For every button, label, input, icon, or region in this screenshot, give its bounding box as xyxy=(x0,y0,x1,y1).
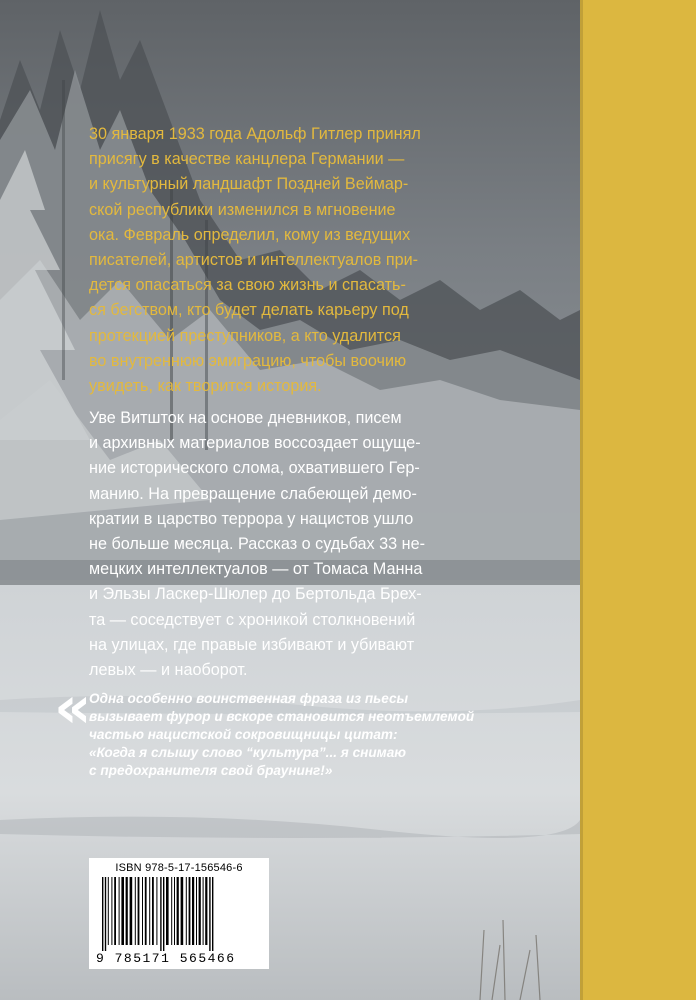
barcode-bar xyxy=(181,877,184,945)
quote-paragraph: Одна особенно воинственная фраза из пьесы вызывает фурор и вскоре становится неотъемлемой частью нацистской сокровищницы цитат: «Когда я слышу слово “культура”... я снимаю с предохранителя свой браунинг!» xyxy=(89,691,475,778)
barcode-bar xyxy=(156,877,157,945)
barcode-bar xyxy=(145,877,147,945)
barcode-bar xyxy=(166,877,169,945)
barcode-bar xyxy=(163,877,164,951)
barcode-bar xyxy=(135,877,136,945)
barcode-bar xyxy=(209,877,210,951)
barcode-bar xyxy=(119,877,120,945)
barcode-bar xyxy=(189,877,191,945)
barcode-bar xyxy=(105,877,106,951)
barcode-bar xyxy=(152,877,154,945)
barcode-bars xyxy=(96,877,262,951)
barcode-bar xyxy=(186,877,187,945)
barcode-bar xyxy=(111,877,112,945)
barcode-bar xyxy=(142,877,143,945)
barcode-bar xyxy=(121,877,124,945)
isbn-barcode xyxy=(89,858,269,969)
barcode-bar xyxy=(108,877,109,945)
barcode-bar xyxy=(205,877,207,945)
barcode-bar xyxy=(149,877,150,945)
barcode-bar xyxy=(177,877,179,945)
quote-mark-icon: « xyxy=(54,673,92,741)
summary-paragraph: Уве Витшток на основе дневников, писем и архивных материалов воссоздает ощуще- ние исторического слома, охватившего Гер- манию. На превращение слабеющей демо- кратии в царство террора у нацистов ушло не больше месяца. Рассказ о судьбах 33 не- мецких интеллектуалов — от Томаса Манна и Эльзы Ласкер-Шюлер до Бертольда Брех- та — соседствует с хроникой столкновений на улицах, где правые избивают и убивают левых — и наоборот. xyxy=(89,409,425,680)
isbn-label: ISBN 978-5-17-156546-6 xyxy=(115,862,243,874)
spine-shadow xyxy=(580,0,583,1000)
barcode-bar xyxy=(126,877,128,945)
barcode-bar xyxy=(138,877,140,945)
barcode-bar xyxy=(203,877,204,945)
barcode-bar xyxy=(160,877,161,951)
barcode-bar xyxy=(174,877,175,945)
barcode-bar xyxy=(102,877,103,951)
barcode-bar xyxy=(130,877,133,945)
barcode-digits: 9 785171 565466 xyxy=(96,951,236,966)
barcode-bar xyxy=(199,877,201,945)
barcode-bar xyxy=(114,877,116,945)
barcode-bar xyxy=(192,877,194,945)
barcode-bar xyxy=(171,877,172,945)
spine-strip xyxy=(580,0,696,1000)
intro-paragraph: 30 января 1933 года Адольф Гитлер принял присягу в качестве канцлера Германии — и культурный ландшафт Поздней Веймар- ской республики изменился в мгновение ока. Февраль определил, кому из ведущих писателей, артистов и интеллектуалов при- дется опасаться за свою жизнь и спасать- ся бегством, кто будет делать карьеру под протекцией преступников, а кто удалится во внутреннюю эмиграцию, чтобы воочию увидеть, как творится история. xyxy=(89,125,421,396)
barcode-bar xyxy=(196,877,197,945)
barcode-bar xyxy=(212,877,213,951)
